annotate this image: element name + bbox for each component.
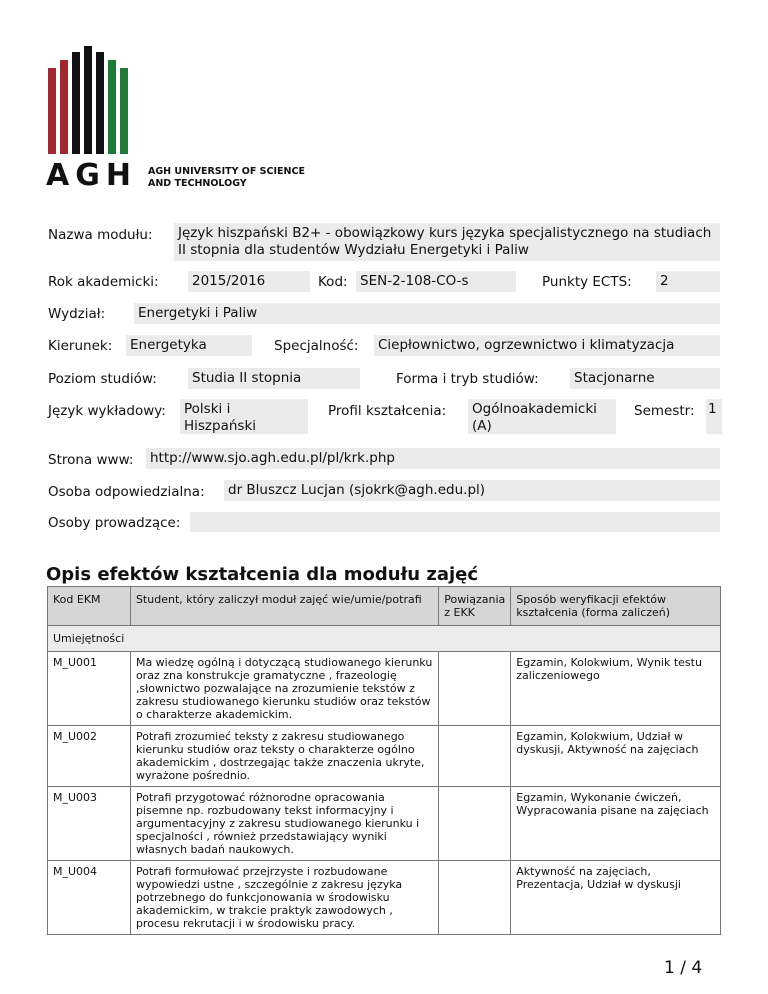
row-link <box>439 726 511 787</box>
specjalnosc-value: Ciepłownictwo, ogrzewnictwo i klimatyzacja <box>374 335 720 356</box>
table-row <box>48 652 721 726</box>
profil-value-line-2: (A) <box>472 418 492 434</box>
jezyk-value-line-1: Polski i <box>184 401 231 417</box>
jezyk-value-line-2: Hiszpański <box>184 418 257 434</box>
ects-value: 2 <box>656 271 720 292</box>
kod-label: Kod: <box>318 274 348 290</box>
table-row <box>48 787 721 861</box>
row-verify: Aktywność na zajęciach, Prezentacja, Udział w dyskusji <box>511 861 721 935</box>
logo-line-2: AND TECHNOLOGY <box>148 178 247 189</box>
row-link <box>439 861 511 935</box>
modul-label: Nazwa modułu: <box>48 227 153 243</box>
semestr-label: Semestr: <box>634 403 695 419</box>
row-code: M_U002 <box>48 726 131 787</box>
section-umiejetnosci: Umiejętności <box>48 626 721 652</box>
forma-value: Stacjonarne <box>570 368 720 389</box>
table-row <box>48 861 721 935</box>
wydzial-label: Wydział: <box>48 306 106 322</box>
row-verify: Egzamin, Kolokwium, Udział w dyskusji, Aktywność na zajęciach <box>511 726 721 787</box>
row-desc: Potrafi zrozumieć teksty z zakresu studiowanego kierunku studiów oraz teksty o charakterze ogólno akademickim , dostrzegając także znaczenia ukryte, wyrażone pośrednio. <box>130 726 438 787</box>
modul-value: Język hiszpański B2+ - obowiązkowy kurs języka specjalistycznego na studiach II stopnia dla studentów Wydziału Energetyki i Paliw <box>174 223 720 261</box>
page-number: 1 / 4 <box>664 958 703 978</box>
jezyk-value <box>180 399 308 434</box>
rok-value: 2015/2016 <box>188 271 310 292</box>
table-header-row <box>48 587 721 626</box>
agh-logo-bars-icon <box>48 46 128 154</box>
row-link <box>439 787 511 861</box>
row-desc: Potrafi przygotować różnorodne opracowania pisemne np. rozbudowany tekst informacyjny i argumentacyjny z zakresu studiowanego kierunku i specjalności , również przedstawiający wyniki własnych badań naukowych. <box>130 787 438 861</box>
row-link <box>439 652 511 726</box>
wydzial-value: Energetyki i Paliw <box>134 303 720 324</box>
section-row <box>48 626 721 652</box>
www-link[interactable]: http://www.sjo.agh.edu.pl/pl/krk.php <box>146 448 720 469</box>
poziom-label: Poziom studiów: <box>48 371 157 387</box>
profil-value <box>468 399 616 434</box>
poziom-value: Studia II stopnia <box>188 368 360 389</box>
prowadzace-value <box>190 512 720 532</box>
header-kod: Kod EKM <box>48 587 131 626</box>
osoba-label: Osoba odpowiedzialna: <box>48 484 205 500</box>
profil-label: Profil kształcenia: <box>328 403 447 419</box>
header-student: Student, który zaliczył moduł zajęć wie/umie/potrafi <box>130 587 438 626</box>
profil-value-line-1: Ogólnoakademicki <box>472 401 597 417</box>
logo-line-1: AGH UNIVERSITY OF SCIENCE <box>148 166 305 177</box>
ects-label: Punkty ECTS: <box>542 274 632 290</box>
kierunek-value: Energetyka <box>126 335 252 356</box>
logo-name <box>148 166 305 190</box>
row-desc: Ma wiedzę ogólną i dotyczącą studiowanego kierunku oraz zna konstrukcje gramatyczne , frazeologię ,słownictwo pozwalające na zrozumienie tekstów z zakresu studiowanego kierunku studiów oraz tekstów o charakterze akademickim. <box>130 652 438 726</box>
table-row <box>48 726 721 787</box>
header-weryfikacja: Sposób weryfikacji efektów kształcenia (forma zaliczeń) <box>511 587 721 626</box>
row-code: M_U003 <box>48 787 131 861</box>
row-desc: Potrafi formułować przejrzyste i rozbudowane wypowiedzi ustne , szczególnie z zakresu języka potrzebnego do funkcjonowania w środowisku akademickim, w trakcie praktyk zawodowych , procesu rekrutacji i w środowisku pracy. <box>130 861 438 935</box>
kierunek-label: Kierunek: <box>48 338 113 354</box>
row-code: M_U004 <box>48 861 131 935</box>
rok-label: Rok akademicki: <box>48 274 159 290</box>
specjalnosc-label: Specjalność: <box>274 338 359 354</box>
row-verify: Egzamin, Kolokwium, Wynik testu zaliczeniowego <box>511 652 721 726</box>
semestr-value: 1 <box>706 399 722 434</box>
logo-abbr: AGH <box>46 158 137 193</box>
www-label: Strona www: <box>48 452 134 468</box>
forma-label: Forma i tryb studiów: <box>396 371 539 387</box>
kod-value: SEN-2-108-CO-s <box>356 271 516 292</box>
ekm-table <box>47 586 721 935</box>
section-title: Opis efektów kształcenia dla modułu zajęć <box>46 564 479 585</box>
jezyk-label: Język wykładowy: <box>48 403 166 419</box>
header-powiazania: Powiązania z EKK <box>439 587 511 626</box>
row-verify: Egzamin, Wykonanie ćwiczeń, Wypracowania pisane na zajęciach <box>511 787 721 861</box>
osoba-value: dr Bluszcz Lucjan (sjokrk@agh.edu.pl) <box>224 480 720 501</box>
row-code: M_U001 <box>48 652 131 726</box>
prowadzace-label: Osoby prowadzące: <box>48 515 181 531</box>
